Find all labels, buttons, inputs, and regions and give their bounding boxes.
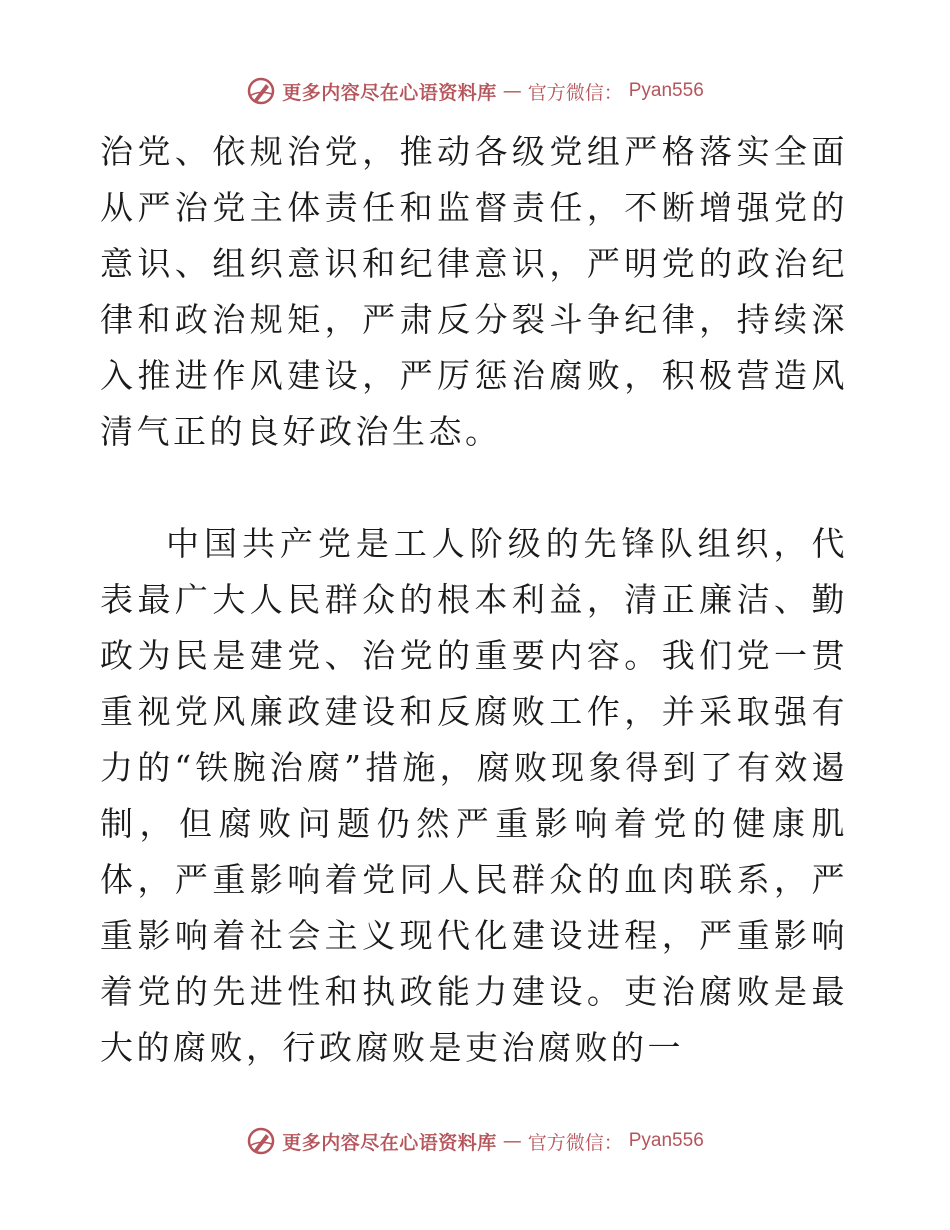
pen-logo-icon (246, 1126, 276, 1156)
watermark-separator: — (502, 1130, 522, 1152)
watermark-contact-id: Pyan556 (628, 1130, 704, 1151)
pen-logo-icon (246, 76, 276, 106)
paragraph-1: 治党、依规治党，推动各级党组严格落实全面从严治党主体责任和监督责任，不断增强党的意识、组织意识和纪律意识，严明党的政治纪律和政治规矩，严肃反分裂斗争纪律，持续深入推进作风建设，严厉惩治腐败，积极营造风清气正的良好政治生态。 (100, 132, 848, 451)
paragraph-2: 中国共产党是工人阶级的先锋队组织，代表最广大人民群众的根本利益，清正廉洁、勤政为民是建党、治党的重要内容。我们党一贯重视党风廉政建设和反腐败工作，并采取强有力的“铁腕治腐”措施，腐败现象得到了有效遏制，但腐败问题仍然严重影响着党的健康肌体，严重影响着党同人民群众的血肉联系，严重影响着社会主义现代化建设进程，严重影响着党的先进性和执政能力建设。吏治腐败是最大的腐败，行政腐败是吏治腐败的一 (100, 524, 848, 1067)
watermark-contact-id: Pyan556 (628, 80, 704, 101)
watermark-contact-label: 官方微信： (527, 81, 623, 104)
watermark-separator: — (502, 80, 522, 102)
footer-watermark (0, 1124, 950, 1158)
watermark-text: 更多内容尽在心语资料库 (282, 1131, 497, 1154)
document-body (100, 124, 848, 1076)
watermark-text: 更多内容尽在心语资料库 (282, 81, 497, 104)
watermark-contact-label: 官方微信： (527, 1131, 623, 1154)
header-watermark (0, 74, 950, 108)
